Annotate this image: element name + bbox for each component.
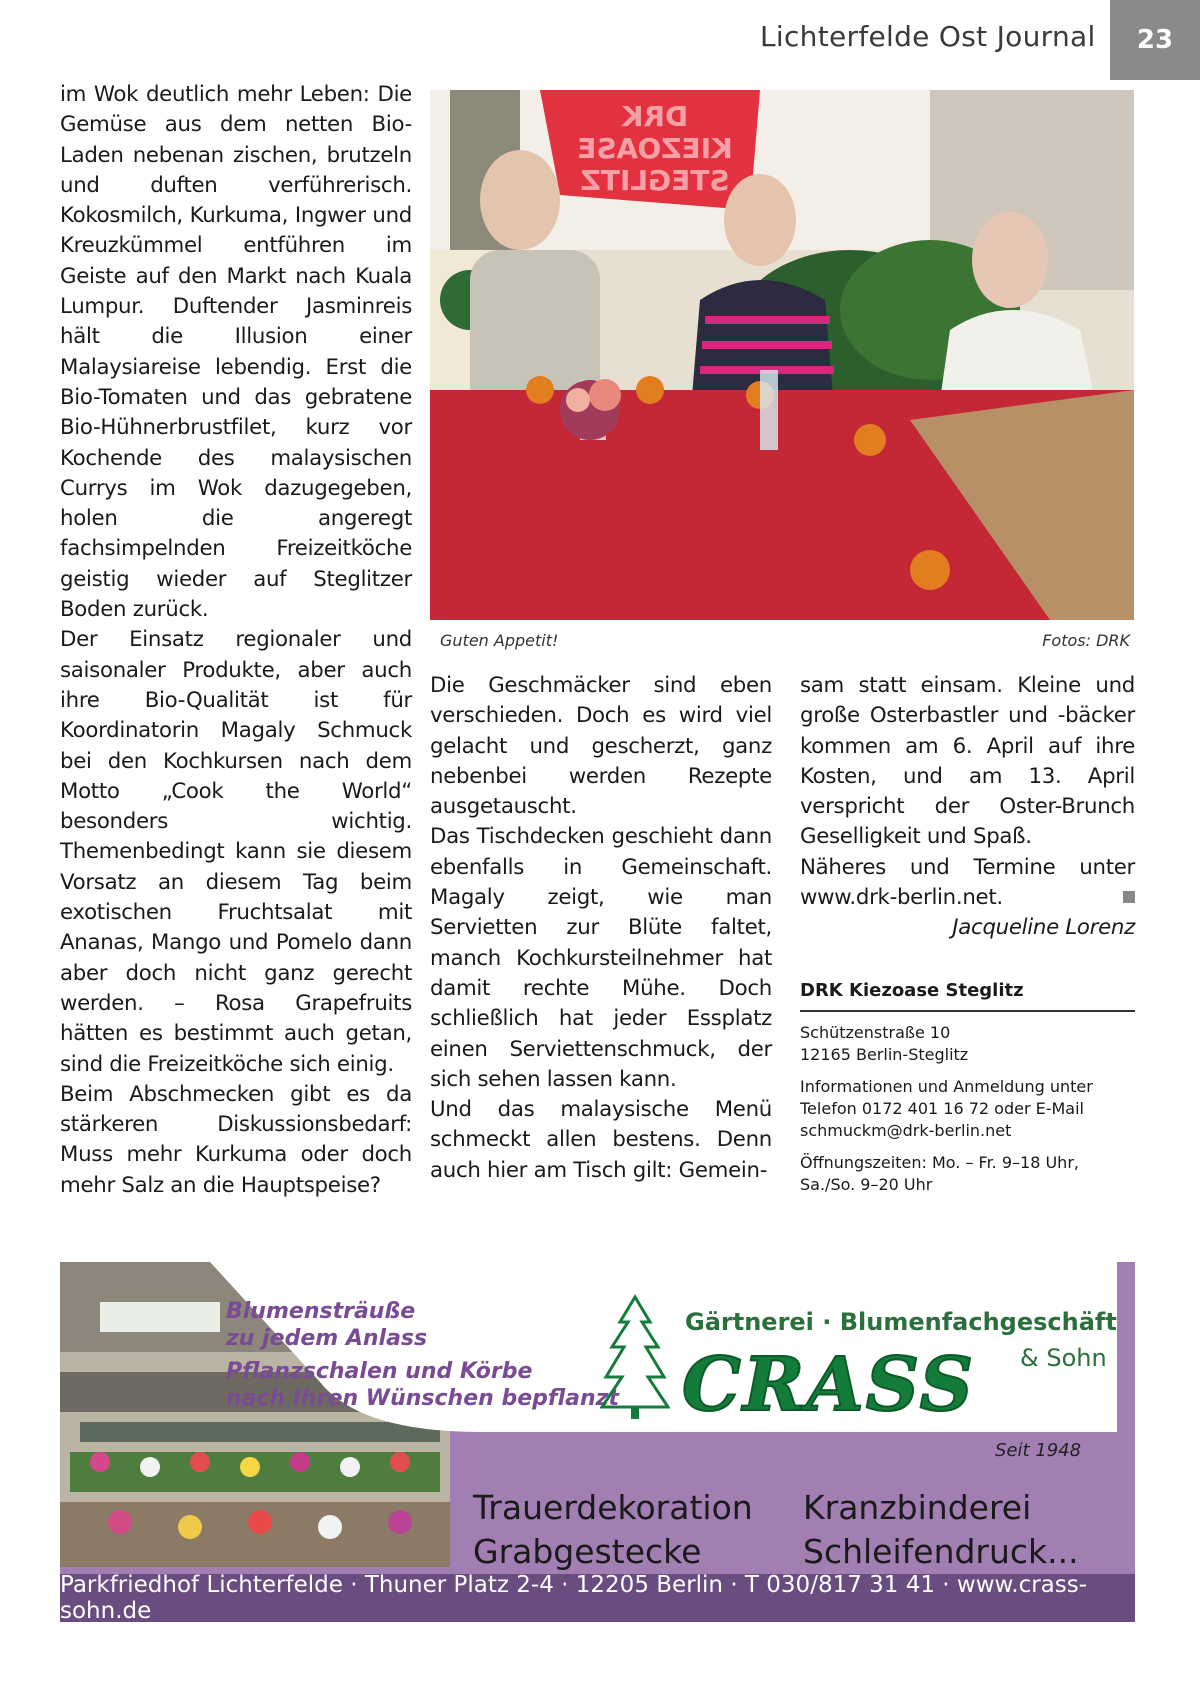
ad-taglines [226,1298,619,1412]
info-contact [800,1076,1135,1142]
article-column-3 [800,671,1135,944]
paragraph: Das Tischdecken geschieht dann ebenfalls in Gemeinschaft. Magaly zeigt, wie man Servietten zur Blüte faltet, manch Kochkursteilnehmer hat damit rechte Mühe. Doch schließlich hat jeder Essplatz einen Serviettenschmuck, der sich sehen lassen kann. [430,824,772,1092]
ad-since: Seit 1948 [995,1440,1082,1461]
tagline: Pflanzschalen und Körbe [226,1359,533,1384]
article-column-1 [60,80,412,1201]
contact-email: schmuckm@drk-berlin.net [800,1121,1012,1140]
address-line: 12165 Berlin-Steglitz [800,1045,969,1064]
ad-services-1 [473,1486,753,1574]
tree-logo-icon [600,1292,670,1422]
photo-caption: Guten Appetit! [440,631,559,650]
tagline: zu jedem Anlass [226,1326,428,1351]
journal-title: Lichterfelde Ost Journal [760,20,1096,53]
ad-brand-suffix: & Sohn [1020,1344,1107,1372]
info-hours [800,1152,1135,1196]
end-of-article-icon [1123,891,1135,903]
hours-line: Sa./So. 9–20 Uhr [800,1175,933,1194]
contact-line: Telefon 0172 401 16 72 oder E-Mail [800,1099,1084,1118]
article-photo [430,90,1134,620]
service: Trauerdekoration [473,1488,753,1527]
service: Schleifendruck... [803,1532,1079,1571]
info-box [800,980,1135,1196]
ad-services-2 [803,1486,1079,1574]
service: Grabgestecke [473,1532,702,1571]
sign-line: STEGLITZ [580,164,730,197]
tagline: nach Ihren Wünschen bepflanzt [226,1386,620,1411]
ad-firm-type: Gärtnerei · Blumenfachgeschäft [685,1308,1117,1336]
service: Kranzbinderei [803,1488,1032,1527]
paragraph: sam statt einsam. Kleine und große Osterbastler und -bäcker kommen am 6. April auf ihre Kosten, und am 13. April verspricht der Oster-Brunch Geselligkeit und Spaß. [800,673,1135,850]
sign-line: DRK [621,100,689,133]
paragraph-text: Näheres und Termine unter www.drk-berlin.net. [800,854,1135,911]
photo-credit: Fotos: DRK [1042,631,1130,650]
paragraph: Die Geschmäcker sind eben verschieden. Doch es wird viel gelacht und gescherzt, ganz nebenbei werden Rezepte ausgetauscht. [430,673,772,820]
paragraph [800,853,1135,914]
photo-illustration [430,90,1134,620]
hours-line: Öffnungszeiten: Mo. – Fr. 9–18 Uhr, [800,1153,1079,1172]
ad-footer-address: Parkfriedhof Lichterfelde · Thuner Platz 2-4 · 12205 Berlin · T 030/817 31 41 · www.crass-sohn.de [60,1574,1135,1622]
author: Jacqueline Lorenz [952,915,1135,941]
crass-advertisement [60,1262,1135,1622]
ad-brand-logo: CRASS [682,1342,976,1428]
info-address [800,1022,1135,1066]
paragraph: im Wok deutlich mehr Leben: Die Gemüse aus dem netten Bio-Laden nebenan zischen, brutzeln und duften verführerisch. Kokosmilch, Kurkuma, Ingwer und Kreuzkümmel entführen im Geiste auf den Markt nach Kuala Lumpur. Duftender Jasminreis hält die Illusion einer Malaysiareise lebendig. Erst die Bio-Tomaten und das gebratene Bio-Hühnerbrustfilet, kurz vor Kochende des malaysischen Currys im Wok dazugegeben, holen die angeregt fachsimpelnden Freizeitköche geistig wieder auf Steglitzer Boden zurück. [60,82,412,623]
tagline: Blumensträuße [226,1299,416,1324]
address-line: Schützenstraße 10 [800,1023,951,1042]
page-number: 23 [1110,0,1200,80]
sign-line: KIEZOASE [577,132,733,165]
info-title: DRK Kiezoase Steglitz [800,980,1135,1012]
article-column-2 [430,671,772,1186]
paragraph: Und das malaysische Menü schmeckt allen bestens. Denn auch hier am Tisch gilt: Gemein- [430,1097,772,1183]
paragraph: Beim Abschmecken gibt es da stärkeren Diskussionsbedarf: Muss mehr Kurkuma oder doch mehr Salz an die Hauptspeise? [60,1081,412,1198]
contact-line: Informationen und Anmeldung unter [800,1077,1093,1096]
paragraph: Der Einsatz regionaler und saisonaler Produkte, aber auch ihre Bio-Qualität ist für Koordinatorin Magaly Schmuck bei den Kochkursen nach dem Motto „Cook the World“ besonders wichtig. Themenbedingt kann sie diesem Vorsatz an diesem Tag beim exotischen Fruchtsalat mit Ananas, Mango und Pomelo dann aber doch nicht ganz gerecht werden. – Rosa Grapefruits hätten es bestimmt auch getan, sind die Freizeitköche sich einig. [60,627,412,1077]
